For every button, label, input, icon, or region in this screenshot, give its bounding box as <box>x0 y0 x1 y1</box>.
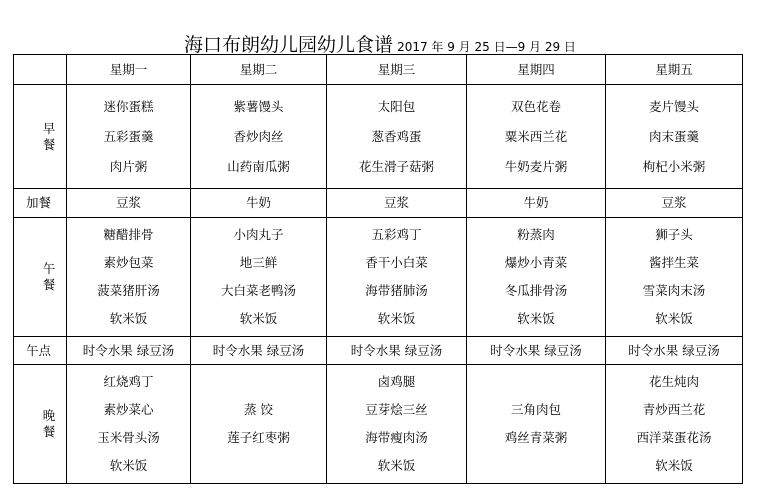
snack-row <box>14 189 743 218</box>
dish: 爆炒小青菜 <box>504 255 568 270</box>
meal-label-lunch: 午餐 <box>14 218 67 337</box>
dish: 双色花卷 <box>510 98 561 114</box>
dish: 青炒西兰花 <box>642 402 706 417</box>
menu-cell <box>467 365 606 484</box>
dish: 麦片馒头 <box>648 98 699 114</box>
menu-cell <box>606 85 743 189</box>
dish: 葱香鸡蛋 <box>371 128 422 144</box>
dish: 莲子红枣粥 <box>227 430 290 445</box>
breakfast-row <box>14 85 743 189</box>
dish: 地三鲜 <box>239 255 278 270</box>
dish: 红烧鸡丁 <box>103 374 154 389</box>
day-header: 星期一 <box>67 55 191 85</box>
dish: 菠菜猪肝汤 <box>97 283 160 298</box>
dish: 海带瘦肉汤 <box>365 430 428 445</box>
menu-cell: 时令水果 绿豆汤 <box>67 337 191 365</box>
dish: 糖醋排骨 <box>103 227 154 242</box>
menu-cell <box>327 218 467 337</box>
dish: 狮子头 <box>655 227 693 242</box>
menu-cell <box>606 218 743 337</box>
menu-cell <box>67 218 191 337</box>
menu-date-range: 2017 年 9 月 25 日—9 月 29 日 <box>397 40 576 54</box>
dish: 粉蒸肉 <box>517 227 555 242</box>
dish: 山药南瓜粥 <box>227 158 290 174</box>
dish: 卤鸡腿 <box>377 374 416 389</box>
meal-label-dinner: 晚餐 <box>14 365 67 484</box>
dish: 软米饭 <box>655 311 693 326</box>
menu-cell <box>606 365 743 484</box>
weekly-menu-table <box>13 54 743 484</box>
dish: 素炒包菜 <box>103 255 154 270</box>
dish: 小肉丸子 <box>233 227 284 242</box>
dish: 酱拌生菜 <box>648 255 699 270</box>
day-header: 星期四 <box>467 55 606 85</box>
dish: 软米饭 <box>377 458 416 473</box>
dish: 鸡丝青菜粥 <box>504 430 568 445</box>
menu-title-block <box>0 30 760 57</box>
dish: 软米饭 <box>239 311 278 326</box>
menu-cell <box>191 218 327 337</box>
dish: 西洋菜蛋花汤 <box>636 430 712 445</box>
dish: 素炒菜心 <box>103 402 154 417</box>
dish: 香干小白菜 <box>365 255 428 270</box>
dish: 三角肉包 <box>510 402 561 417</box>
dish: 雪菜肉末汤 <box>642 283 706 298</box>
dish: 香炒肉丝 <box>233 128 284 144</box>
menu-cell <box>67 365 191 484</box>
day-header: 星期二 <box>191 55 327 85</box>
day-header: 星期三 <box>327 55 467 85</box>
menu-cell <box>467 85 606 189</box>
menu-cell: 牛奶 <box>191 189 327 218</box>
afternoon-snack-row <box>14 337 743 365</box>
dish: 花生炖肉 <box>648 374 699 389</box>
dish: 软米饭 <box>109 311 148 326</box>
meal-label-breakfast: 早餐 <box>14 85 67 189</box>
menu-cell <box>467 218 606 337</box>
lunch-row <box>14 218 743 337</box>
menu-cell: 牛奶 <box>467 189 606 218</box>
dish: 粟米西兰花 <box>504 128 568 144</box>
dish: 花生滑子菇粥 <box>358 158 434 174</box>
dish: 五彩蛋羹 <box>103 128 154 144</box>
menu-cell <box>67 85 191 189</box>
menu-cell: 时令水果 绿豆汤 <box>606 337 743 365</box>
dish: 牛奶麦片粥 <box>504 158 568 174</box>
dish: 软米饭 <box>655 458 693 473</box>
menu-cell <box>327 85 467 189</box>
day-header: 星期五 <box>606 55 743 85</box>
menu-cell <box>191 85 327 189</box>
dish: 枸杞小米粥 <box>642 158 706 174</box>
dinner-row <box>14 365 743 484</box>
header-row <box>14 55 743 85</box>
menu-cell: 时令水果 绿豆汤 <box>191 337 327 365</box>
dish: 肉片粥 <box>109 158 148 174</box>
dish: 软米饭 <box>109 458 148 473</box>
dish: 软米饭 <box>377 311 416 326</box>
menu-cell: 豆浆 <box>67 189 191 218</box>
menu-cell <box>327 365 467 484</box>
menu-cell: 豆浆 <box>606 189 743 218</box>
dish: 紫薯馒头 <box>233 98 284 114</box>
menu-cell: 时令水果 绿豆汤 <box>327 337 467 365</box>
dish: 软米饭 <box>517 311 555 326</box>
menu-cell <box>191 365 327 484</box>
menu-cell: 时令水果 绿豆汤 <box>467 337 606 365</box>
dish: 大白菜老鸭汤 <box>220 283 296 298</box>
dish: 豆芽烩三丝 <box>365 402 428 417</box>
corner-cell <box>14 55 67 85</box>
dish: 玉米骨头汤 <box>97 430 160 445</box>
dish: 五彩鸡丁 <box>371 227 422 242</box>
meal-label-snack: 加餐 <box>14 189 67 218</box>
dish: 太阳包 <box>377 98 416 114</box>
dish: 海带猪肺汤 <box>365 283 428 298</box>
dish: 迷你蛋糕 <box>103 98 154 114</box>
dish: 蒸 饺 <box>244 402 273 417</box>
dish: 冬瓜排骨汤 <box>504 283 568 298</box>
menu-cell: 豆浆 <box>327 189 467 218</box>
meal-label-afternoon: 午点 <box>14 337 67 365</box>
menu-title: 海口布朗幼儿园幼儿食谱 <box>184 34 394 56</box>
dish: 肉末蛋羹 <box>648 128 699 144</box>
